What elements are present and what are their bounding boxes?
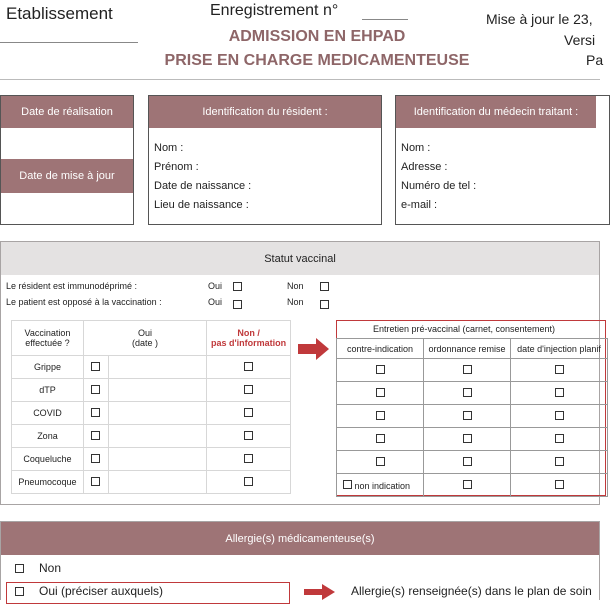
ordonnance-checkbox[interactable] [463, 434, 472, 443]
coqueluche-oui-checkbox[interactable] [91, 454, 100, 463]
allergie-non-label: Non [39, 561, 62, 575]
contre-indication-checkbox[interactable] [376, 434, 385, 443]
col-oui-header: Oui (date ) [83, 321, 206, 356]
date-mise-a-jour-field[interactable] [1, 193, 133, 224]
vaccine-name: Coqueluche [12, 448, 84, 471]
vaccination-table [11, 320, 291, 494]
pneumocoque-non-checkbox[interactable] [244, 477, 253, 486]
ordonnance-checkbox[interactable] [463, 457, 472, 466]
opposition-oui-label: Oui [208, 297, 223, 307]
date-injection-checkbox[interactable] [555, 434, 564, 443]
covid-oui-checkbox[interactable] [91, 408, 100, 417]
allergie-non-checkbox[interactable] [15, 564, 24, 573]
vaccine-name: COVID [12, 402, 84, 425]
statut-vaccinal-header: Statut vaccinal [1, 242, 599, 275]
col-non-header: Non / pas d'information [207, 321, 291, 356]
entretien-panel [336, 320, 606, 496]
pneumocoque-oui-checkbox[interactable] [91, 477, 100, 486]
ordonnance-checkbox[interactable] [463, 480, 472, 489]
arrow-right-icon [304, 584, 336, 600]
entretien-table [336, 338, 608, 497]
etablissement-label: Etablissement [6, 4, 113, 23]
medecin-adresse-field[interactable]: Adresse : [401, 161, 448, 173]
pneumocoque-date-field[interactable] [108, 471, 206, 494]
dtp-non-checkbox[interactable] [244, 385, 253, 394]
header-divider [0, 79, 600, 80]
allergie-oui-checkbox[interactable] [15, 587, 24, 596]
mise-a-jour-text: Mise à jour le 23, [486, 11, 593, 27]
date-mise-a-jour-header: Date de mise à jour [1, 159, 133, 193]
vaccine-name: Grippe [12, 356, 84, 379]
page-text: Pa [586, 52, 604, 68]
arrow-right-icon [298, 337, 330, 361]
dates-panel [0, 95, 134, 225]
dtp-oui-checkbox[interactable] [91, 385, 100, 394]
contre-indication-checkbox[interactable] [376, 365, 385, 374]
medecin-email-field[interactable]: e-mail : [401, 199, 438, 211]
date-injection-checkbox[interactable] [555, 457, 564, 466]
enregistrement-line[interactable] [362, 19, 408, 20]
resident-lieu-field[interactable]: Lieu de naissance : [154, 199, 249, 211]
zona-oui-checkbox[interactable] [91, 431, 100, 440]
non-indication-checkbox[interactable] [343, 480, 352, 489]
allergie-plan-note: Allergie(s) renseignée(s) dans le plan de soin [351, 584, 592, 598]
date-injection-checkbox[interactable] [555, 411, 564, 420]
immunodeprime-question: Le résident est immunodéprimé : [6, 281, 138, 291]
vaccine-name: dTP [12, 379, 84, 402]
immunodeprime-non-label: Non [287, 281, 304, 291]
date-realisation-field[interactable] [1, 128, 133, 159]
immunodeprime-oui-checkbox[interactable] [233, 282, 242, 291]
non-indication-label: non indication [354, 480, 411, 491]
date-injection-checkbox[interactable] [555, 365, 564, 374]
vaccine-name: Pneumocoque [12, 471, 84, 494]
opposition-question: Le patient est opposé à la vaccination : [6, 297, 162, 307]
medecin-tel-field[interactable]: Numéro de tel : [401, 180, 477, 192]
medecin-header: Identification du médecin traitant : [396, 96, 596, 128]
medecin-nom-field[interactable]: Nom : [401, 142, 431, 154]
grippe-oui-checkbox[interactable] [91, 362, 100, 371]
opposition-non-label: Non [287, 297, 304, 307]
allergie-oui-label: Oui (préciser auxquels) [39, 584, 164, 598]
entretien-header: Entretien pré-vaccinal (carnet, consentement) [372, 324, 556, 334]
resident-panel [148, 95, 382, 225]
immunodeprime-oui-label: Oui [208, 281, 223, 291]
grippe-non-checkbox[interactable] [244, 362, 253, 371]
date-realisation-header: Date de réalisation [1, 96, 133, 128]
zona-date-field[interactable] [108, 425, 206, 448]
dtp-date-field[interactable] [108, 379, 206, 402]
contre-indication-checkbox[interactable] [376, 411, 385, 420]
allergie-header: Allergie(s) médicamenteuse(s) [1, 522, 599, 555]
contre-indication-header: contre-indication [337, 339, 424, 359]
ordonnance-header: ordonnance remise [424, 339, 511, 359]
etablissement-line [0, 42, 138, 43]
col-vaccination-header: Vaccination effectuée ? [12, 321, 84, 356]
resident-header: Identification du résident : [149, 96, 381, 128]
enregistrement-label: Enregistrement n° [210, 2, 339, 19]
document-title-line1: ADMISSION EN EHPAD [228, 28, 406, 45]
resident-prenom-field[interactable]: Prénom : [154, 161, 199, 173]
vaccine-name: Zona [12, 425, 84, 448]
version-text: Versi [564, 32, 596, 48]
opposition-non-checkbox[interactable] [320, 300, 329, 309]
contre-indication-checkbox[interactable] [376, 457, 385, 466]
covid-date-field[interactable] [108, 402, 206, 425]
coqueluche-non-checkbox[interactable] [244, 454, 253, 463]
immunodeprime-non-checkbox[interactable] [320, 282, 329, 291]
coqueluche-date-field[interactable] [108, 448, 206, 471]
ordonnance-checkbox[interactable] [463, 388, 472, 397]
grippe-date-field[interactable] [108, 356, 206, 379]
contre-indication-checkbox[interactable] [376, 388, 385, 397]
resident-nom-field[interactable]: Nom : [154, 142, 184, 154]
date-injection-checkbox[interactable] [555, 388, 564, 397]
medecin-panel [395, 95, 610, 225]
covid-non-checkbox[interactable] [244, 408, 253, 417]
zona-non-checkbox[interactable] [244, 431, 253, 440]
resident-naissance-field[interactable]: Date de naissance : [154, 180, 252, 192]
document-title-line2: PRISE EN CHARGE MEDICAMENTEUSE [164, 52, 470, 69]
date-injection-header: date d'injection planif [511, 339, 608, 359]
opposition-oui-checkbox[interactable] [233, 300, 242, 309]
date-injection-checkbox[interactable] [555, 480, 564, 489]
ordonnance-checkbox[interactable] [463, 365, 472, 374]
ordonnance-checkbox[interactable] [463, 411, 472, 420]
